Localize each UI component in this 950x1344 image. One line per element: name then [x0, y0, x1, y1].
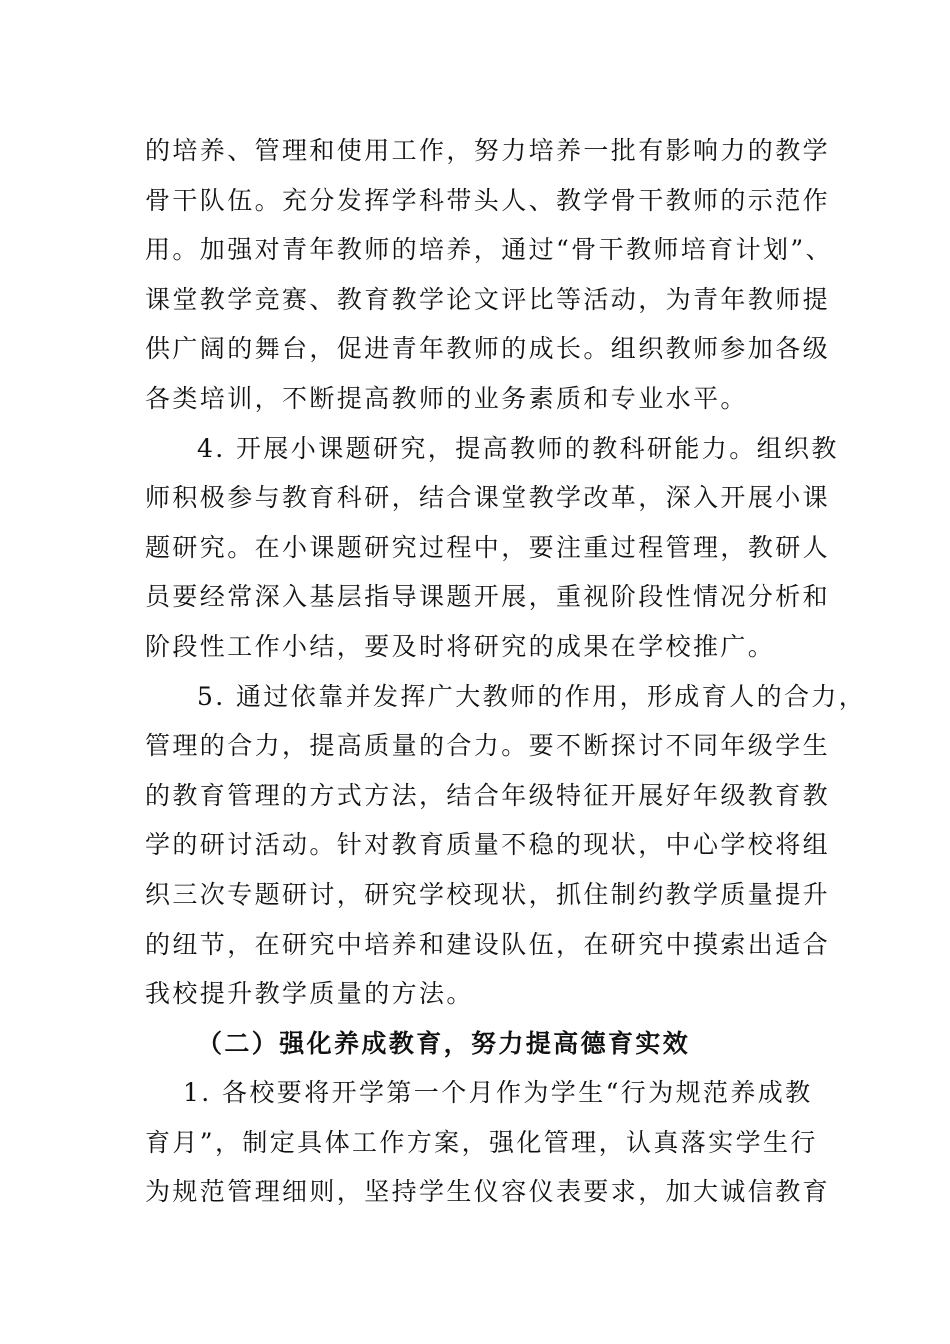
text-line: 织三次专题研讨，研究学校现状，抓住制约教学质量提升 — [145, 879, 831, 909]
text-line: 用。加强对青年教师的培养，通过“骨干教师培育计划”、 — [145, 235, 833, 265]
text-line: 我校提升教学质量的方法。 — [145, 979, 474, 1009]
text-line: 骨干队伍。充分发挥学科带头人、教学骨干教师的示范作 — [145, 185, 831, 215]
text-line: 学的研讨活动。针对教育质量不稳的现状，中心学校将组 — [145, 830, 831, 860]
paragraph-5-start: 5. 通过依靠并发挥广大教师的作用，形成育人的合力， — [197, 681, 867, 711]
text-line: 的纽节，在研究中培养和建设队伍，在研究中摸索出适合 — [145, 929, 831, 959]
text-line: 管理的合力，提高质量的合力。要不断探讨不同年级学生 — [145, 731, 831, 761]
section-heading: （二）强化养成教育，努力提高德育实效 — [197, 1028, 691, 1058]
text-line: 师积极参与教育科研，结合课堂教学改革，深入开展小课 — [145, 483, 831, 513]
text-line: 题研究。在小课题研究过程中，要注重过程管理，教研人 — [145, 532, 831, 562]
text-line: 供广阔的舞台，促进青年教师的成长。组织教师参加各级 — [145, 334, 831, 364]
text-line: 各类培训，不断提高教师的业务素质和专业水平。 — [145, 383, 748, 413]
text-line: 阶段性工作小结，要及时将研究的成果在学校推广。 — [145, 631, 776, 661]
text-line: 课堂教学竞赛、教育教学论文评比等活动，为青年教师提 — [145, 284, 831, 314]
body-text — [145, 126, 867, 1217]
text-line: 育月”，制定具体工作方案，强化管理，认真落实学生行 — [145, 1127, 818, 1157]
text-line: 的教育管理的方式方法，结合年级特征开展好年级教育教 — [145, 780, 831, 810]
paragraph-4-start: 4. 开展小课题研究，提高教师的教科研能力。组织教 — [197, 433, 839, 463]
text-line: 员要经常深入基层指导课题开展，重视阶段性情况分析和 — [145, 582, 831, 612]
text-line: 为规范管理细则，坚持学生仪容仪表要求，加大诚信教育 — [145, 1177, 831, 1207]
text-line: 的培养、管理和使用工作，努力培养一批有影响力的教学 — [145, 136, 831, 165]
paragraph-1-start: 1. 各校要将开学第一个月作为学生“行为规范养成教 — [183, 1078, 813, 1108]
